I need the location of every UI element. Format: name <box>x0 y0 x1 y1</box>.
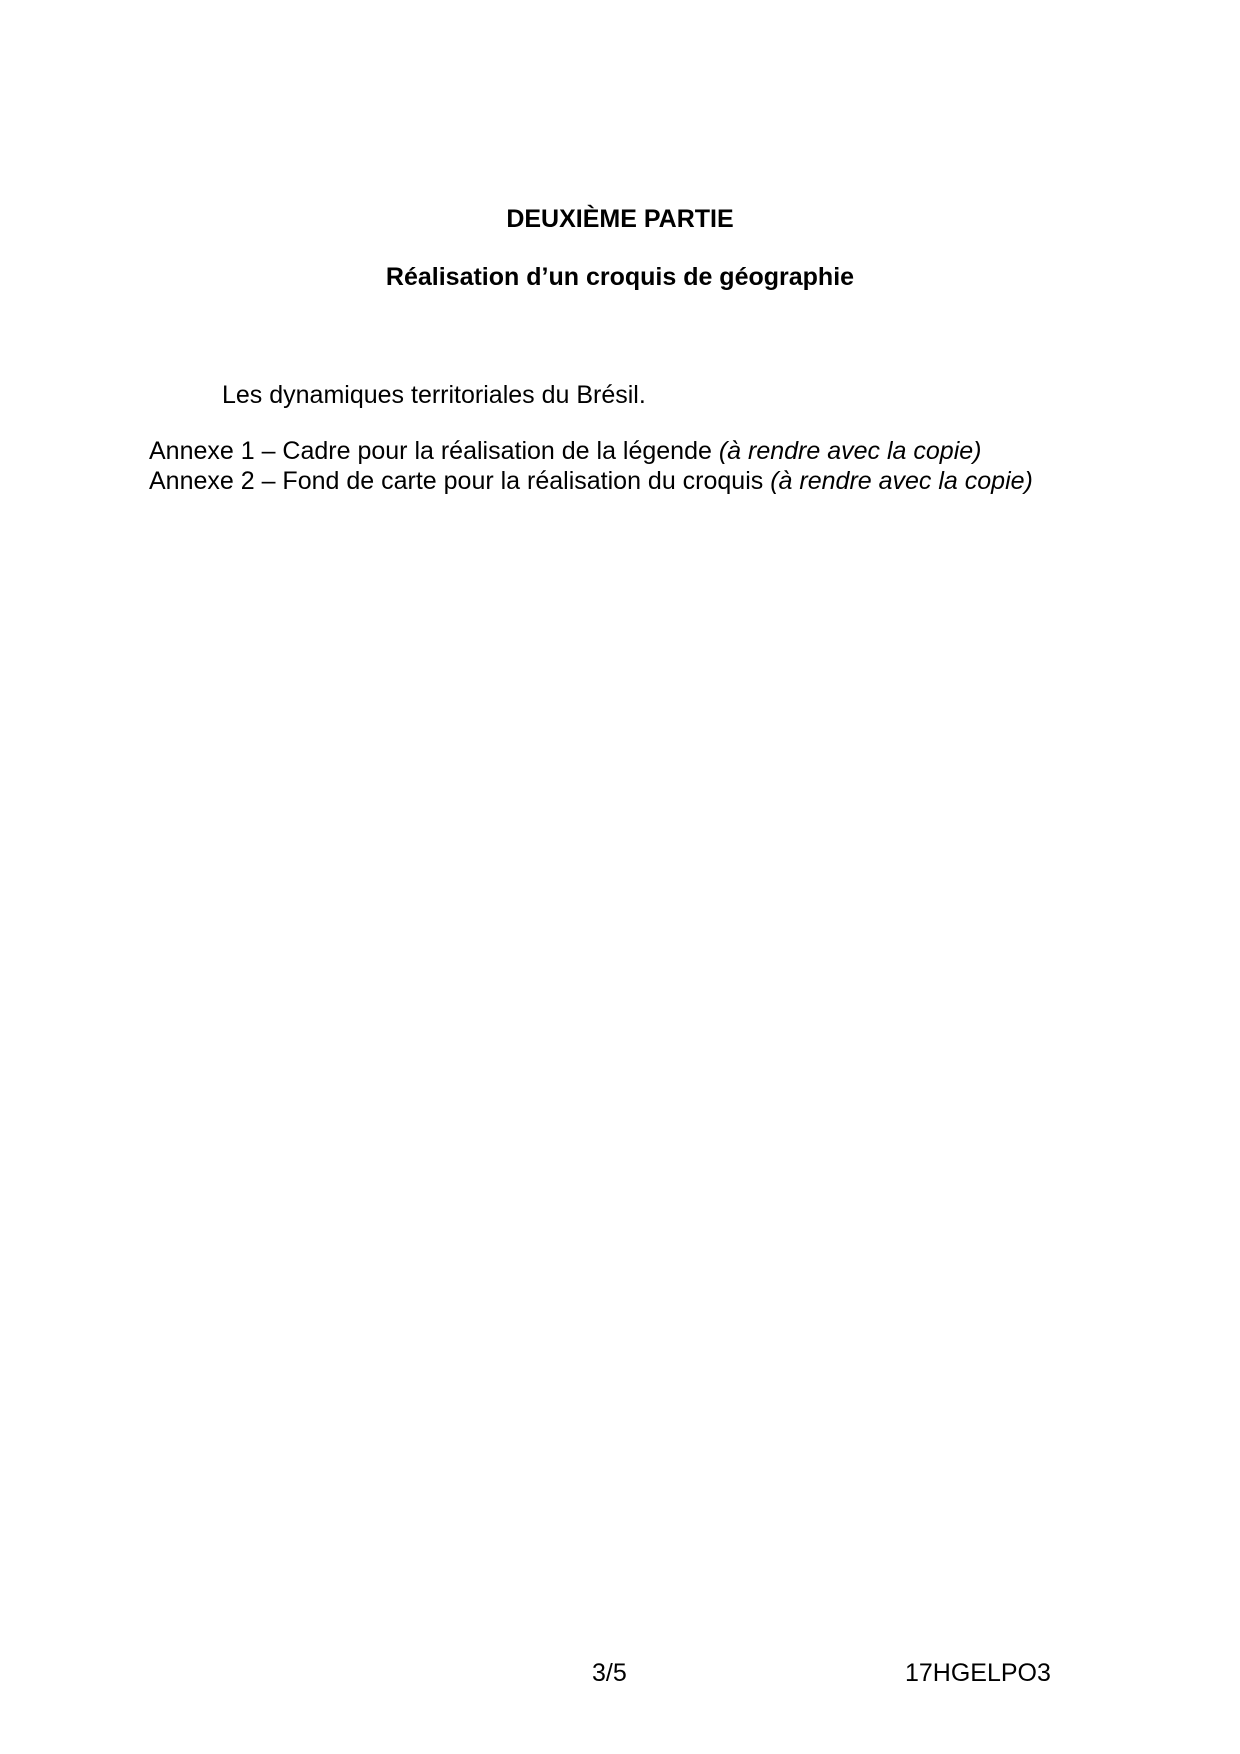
annex-item-1-text: Annexe 1 – Cadre pour la réalisation de la légende <box>149 437 712 465</box>
assignment-subject: Les dynamiques territoriales du Brésil. <box>222 381 646 409</box>
annex-item-1 <box>149 436 1033 466</box>
annex-item-1-note: (à rendre avec la copie) <box>718 437 982 465</box>
section-title: DEUXIÈME PARTIE <box>506 205 734 233</box>
page-number: 3/5 <box>592 1659 627 1687</box>
annex-item-2-note: (à rendre avec la copie) <box>770 467 1033 495</box>
annex-list <box>149 436 1033 496</box>
exam-code: 17HGELPO3 <box>905 1659 1051 1687</box>
annex-item-2-text: Annexe 2 – Fond de carte pour la réalisation du croquis <box>149 467 764 495</box>
section-subtitle: Réalisation d’un croquis de géographie <box>385 263 855 291</box>
annex-item-2 <box>149 466 1033 496</box>
